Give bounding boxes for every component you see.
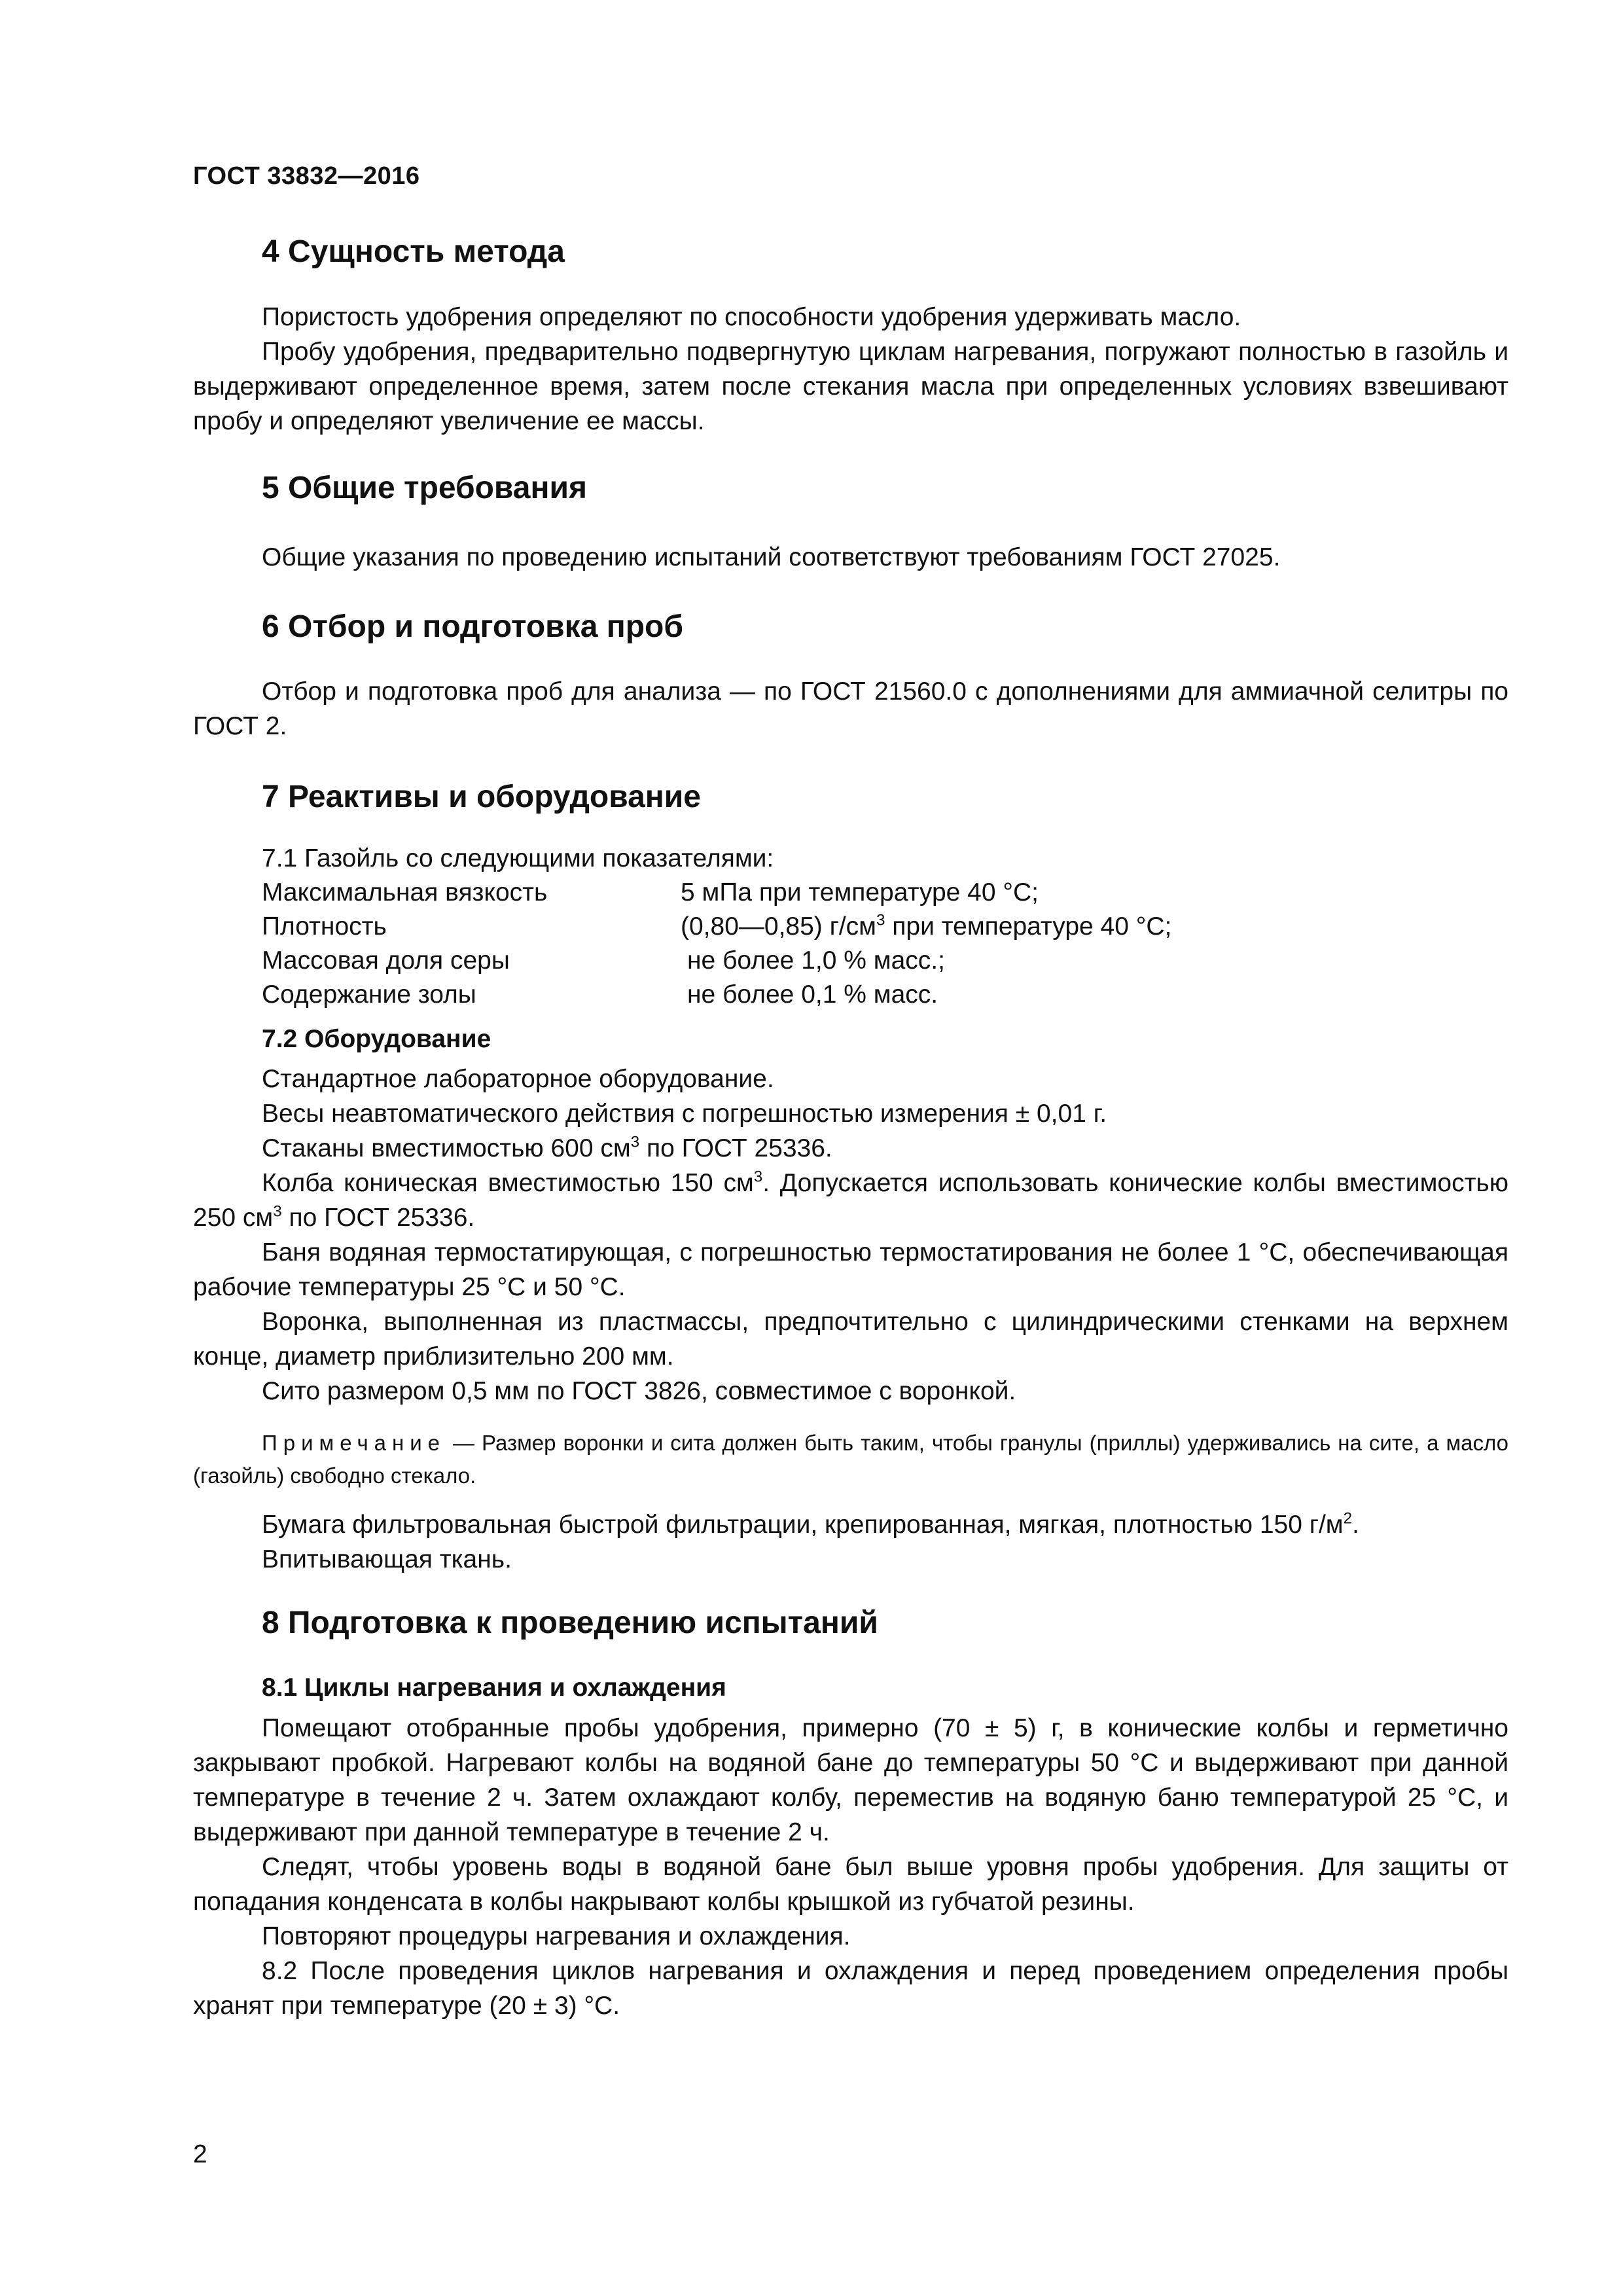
section-8-paragraph-1: Помещают отобранные пробы удобрения, примерно (70 ± 5) г, в конические колбы и герметично закрывают пробкой. Нагревают колбы на водяной бане до температуры 50 °С и выдерживают при данной температуре в течение 2 ч. Затем охлаждают колбу, переместив на водяную баню температурой 25 °С, и выдерживают при данной температуре в течение 2 ч.: [193, 1714, 1508, 1846]
section-8-heading: 8 Подготовка к проведению испытаний: [262, 1605, 878, 1640]
spec-label-density: Плотность: [262, 912, 387, 941]
equipment-item-8: Бумага фильтровальная быстрой фильтрации, крепированная, мягкая, плотностью 150 $г/м^2$.: [262, 1509, 1359, 1539]
spec-label-viscosity: Максимальная вязкость: [262, 878, 548, 906]
note-label: Примечание: [262, 1431, 446, 1455]
equipment-note: Примечание — Размер воронки и сита должен быть таким, чтобы гранулы (приллы) удерживались на сите, а масло (газойль) свободно стекало.: [193, 1431, 1508, 1488]
section-4-paragraph-2: Пробу удобрения, предварительно подвергнутую циклам нагревания, погружают полностью в газойль и выдерживают определенное время, затем после стекания масла при определенных условиях взвешивают пробу и определяют увеличение ее массы.: [193, 338, 1508, 435]
section-8-paragraph-3: Повторяют процедуры нагревания и охлаждения.: [262, 1922, 851, 1950]
equipment-item-1: Стандартное лабораторное оборудование.: [262, 1065, 774, 1093]
spec-value-density: (0,80—0,85) $г/см^3$ при температуре 40 °С;: [681, 911, 1172, 941]
clause-8-2-paragraph: 8.2 После проведения циклов нагревания и охлаждения и перед проведением определения пробы хранят при температуре (20 ± 3) °С.: [193, 1957, 1508, 2020]
section-8-paragraph-2: Следят, чтобы уровень воды в водяной бане был выше уровня пробы удобрения. Для защиты от попадания конденсата в колбы накрывают колбы крышкой из губчатой резины.: [193, 1853, 1508, 1916]
spec-value-viscosity: 5 мПа при температуре 40 °С;: [681, 878, 1039, 906]
document-id-header: ГОСТ 33832—2016: [193, 162, 420, 190]
section-5-heading: 5 Общие требования: [262, 471, 587, 505]
section-6-heading: 6 Отбор и подготовка проб: [262, 609, 684, 644]
spec-value-ash: не более 0,1 % масс.: [687, 980, 938, 1009]
equipment-item-2: Весы неавтоматического действия с погрешностью измерения ± 0,01 г.: [262, 1100, 1107, 1128]
clause-7-1-intro: 7.1 Газойль со следующими показателями:: [262, 844, 774, 872]
equipment-item-6: Воронка, выполненная из пластмассы, предпочтительно с цилиндрическими стенками на верхнем конце, диаметр приблизительно 200 мм.: [193, 1308, 1508, 1371]
page-number: 2: [193, 2140, 207, 2168]
section-5-paragraph-1: Общие указания по проведению испытаний соответствуют требованиям ГОСТ 27025.: [262, 543, 1281, 571]
section-4-heading: 4 Сущность метода: [262, 234, 565, 269]
section-7-heading: 7 Реактивы и оборудование: [262, 780, 701, 814]
equipment-item-4: Колба коническая вместимостью 150 $см^3$. Допускается использовать конические колбы вместимостью 250 $см^3$ по ГОСТ 25336.: [193, 1168, 1509, 1232]
equipment-item-5: Баня водяная термостатирующая, с погрешностью термостатирования не более 1 °С, обеспечивающая рабочие температуры 25 °С и 50 °С.: [193, 1238, 1508, 1301]
section-4-paragraph-1: Пористость удобрения определяют по способности удобрения удерживать масло.: [262, 303, 1241, 331]
equipment-item-9: Впитывающая ткань.: [262, 1545, 512, 1573]
equipment-item-3: Стаканы вместимостью 600 $см^3$ по ГОСТ 25336.: [262, 1133, 832, 1162]
equipment-item-7: Сито размером 0,5 мм по ГОСТ 3826, совместимое с воронкой.: [262, 1377, 1016, 1405]
clause-7-2-heading: 7.2 Оборудование: [262, 1025, 491, 1053]
spec-value-sulfur: не более 1,0 % масс.;: [687, 946, 945, 975]
spec-label-sulfur: Массовая доля серы: [262, 946, 510, 975]
clause-8-1-heading: 8.1 Циклы нагревания и охлаждения: [262, 1674, 726, 1702]
spec-label-ash: Содержание золы: [262, 980, 476, 1009]
section-6-paragraph-1: Отбор и подготовка проб для анализа — по ГОСТ 21560.0 с дополнениями для аммиачной селитры по ГОСТ 2.: [193, 677, 1508, 740]
